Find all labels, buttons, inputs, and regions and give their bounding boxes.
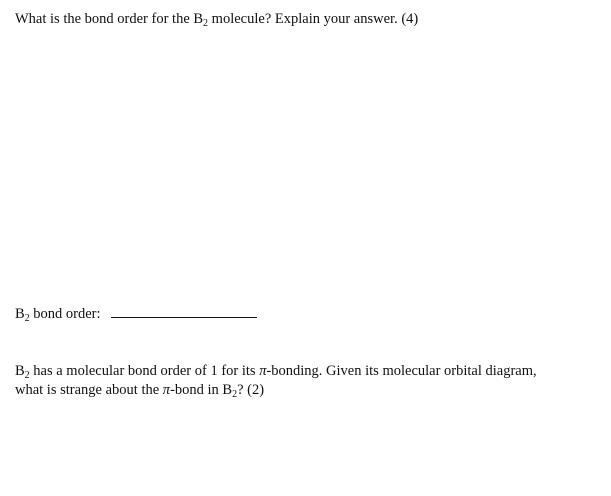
question-2-line-1 [15, 362, 537, 380]
bond-order-answer-blank[interactable] [111, 304, 257, 318]
pi-symbol: π [162, 382, 171, 398]
bond-order-label-suffix: bond order: [29, 306, 101, 322]
question-1-suffix: molecule? Explain your answer. (4) [208, 11, 419, 27]
bond-order-label-subscript: 2 [24, 313, 30, 324]
question-2-line-2-middle: -bond in B [170, 382, 233, 398]
question-1-subscript: 2 [203, 18, 209, 29]
question-2-line-2-subscript: 2 [232, 389, 238, 400]
pi-symbol: π [259, 363, 267, 379]
question-2-line-2-prefix: what is strange about the [15, 382, 163, 398]
bond-order-label-prefix: B [15, 306, 25, 322]
question-2-line-1-suffix: -bonding. Given its molecular orbital diagram, [266, 363, 537, 379]
question-1-prefix: What is the bond order for the B [15, 11, 204, 27]
question-2-line-2-suffix: ? (2) [237, 382, 265, 398]
question-2-line-2 [15, 381, 264, 399]
question-1-text [15, 10, 418, 28]
bond-order-answer-row [15, 304, 257, 323]
question-2-line-1-middle: has a molecular bond order of 1 for its [29, 363, 260, 379]
question-2-line-1-prefix: B [15, 363, 25, 379]
question-2-line-1-subscript: 2 [24, 370, 30, 381]
